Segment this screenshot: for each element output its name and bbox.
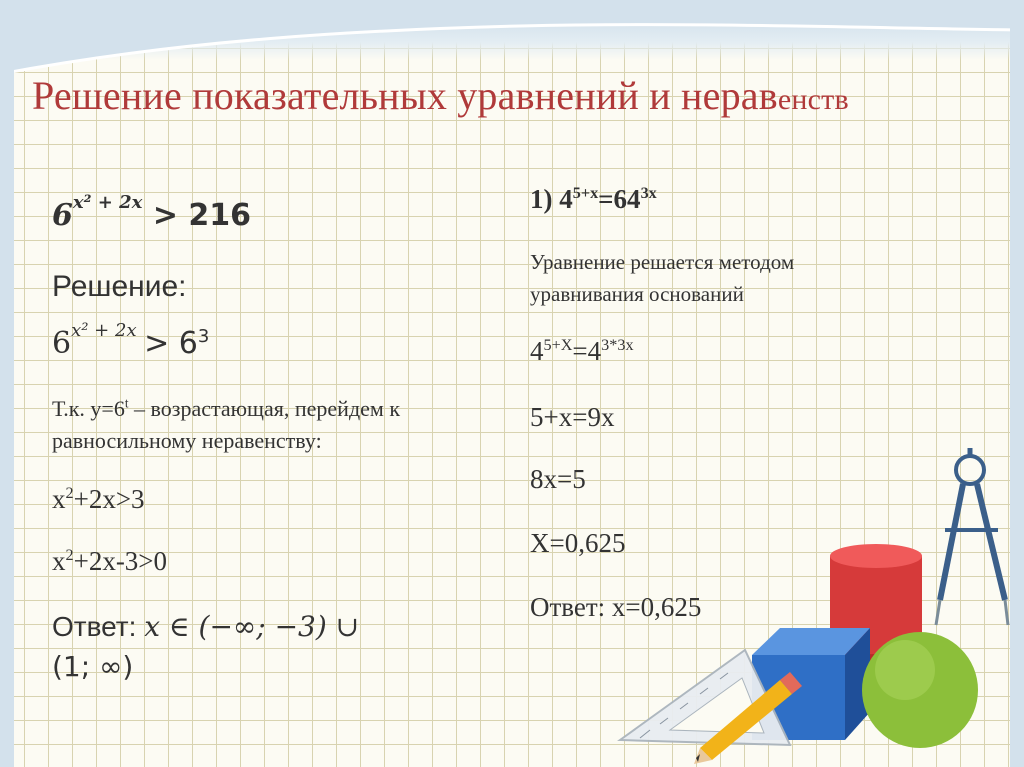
s1-b: =4 [572,336,602,366]
p1-sup-1: 5+x [572,184,599,202]
step-base: 6 [52,326,72,361]
green-sphere-icon [862,632,978,748]
s1-sup-2: 3*3x [601,336,634,354]
step-right-3: 8x=5 [530,464,586,494]
p1-num: 1) 4 [530,184,573,214]
s1-sup-1: 5+X [543,336,573,354]
note-line-1-a: Т.к. y=6 [52,396,125,421]
eq1-sup: 2 [65,484,74,502]
compass-icon [936,448,1008,625]
eq2-b: +2x-3>0 [73,546,168,576]
answer-left-line-2: (1; ∞) [52,650,134,683]
ineq-exponent: x² + 2x [72,192,143,213]
answer-label: Ответ: [52,611,145,642]
step-exponent: x² + 2x [71,320,137,341]
title-main: Решение показательных уравнений и нерав [32,73,778,118]
title-tail: енств [777,83,849,116]
method-line-2: уравнивания оснований [530,282,744,306]
eq2-a: x [52,546,66,576]
eq2-sup: 2 [65,546,74,564]
note-line-1-sup: t [124,395,129,411]
step-right-2: 5+x=9x [530,402,615,432]
step-rhs-exponent: 3 [197,326,210,347]
solution-label: Решение: [52,270,187,303]
note-line-2: равносильному неравенству: [52,428,322,453]
step-rhs: > 6 [144,326,198,361]
method-line-1: Уравнение решается методом [530,250,795,274]
ineq-base: 6 [52,198,73,233]
p1-sup-2: 3x [640,184,657,202]
p1-mid: =64 [598,184,641,214]
eq1-b: +2x>3 [73,484,145,514]
step-right-4: X=0,625 [530,528,626,558]
ineq-rhs: > 216 [152,198,252,233]
answer-right: Ответ: x=0,625 [530,592,702,622]
eq1-a: x [52,484,66,514]
s1-a: 4 [530,336,544,366]
note-line-1-b: – возрастающая, перейдем к [128,396,401,421]
answer-set: x ∈ (−∞; −3) ∪ [144,610,360,643]
